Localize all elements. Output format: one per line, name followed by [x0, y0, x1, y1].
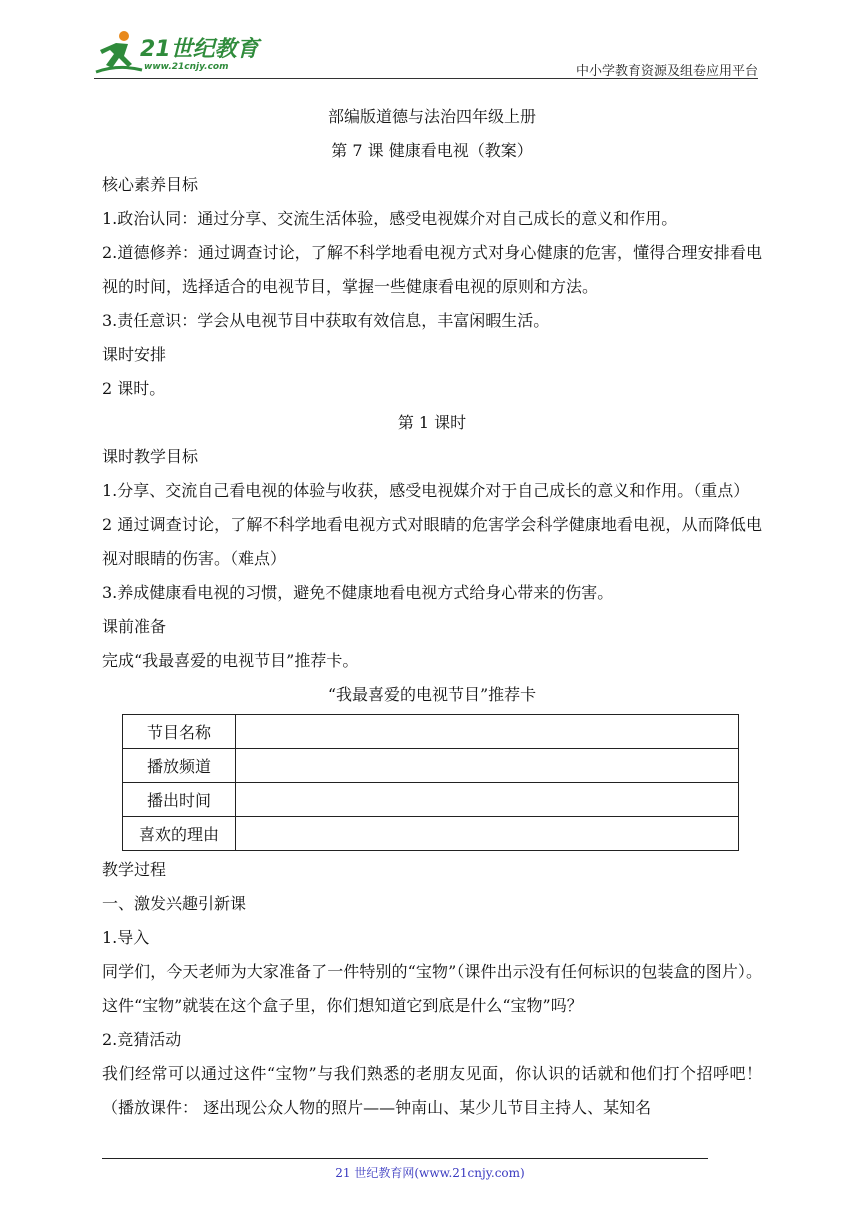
- doc-title: 部编版道德与法治四年级上册: [327, 107, 536, 126]
- recommendation-card-table: [122, 714, 739, 851]
- page-header: [0, 0, 860, 84]
- table-cell-label: 节目名称: [123, 715, 236, 749]
- platform-name: 中小学教育资源及组卷应用平台: [575, 64, 758, 79]
- section-heading: 课时安排: [102, 345, 167, 364]
- paragraph: 2 通过调查讨论，了解不科学地看电视方式对眼睛的危害学会科学健康地看电视，从而降低电视对眼睛的伤害。（难点）: [102, 515, 762, 568]
- paragraph: 2 课时。: [102, 379, 166, 398]
- section-heading: 教学过程: [102, 860, 167, 879]
- table-cell-label: 喜欢的理由: [123, 817, 236, 851]
- logo-text: 21世纪教育: [140, 37, 259, 62]
- logo-url: www.21cnjy.com: [144, 62, 229, 72]
- paragraph: 1.政治认同：通过分享、交流生活体验，感受电视媒介对自己成长的意义和作用。: [102, 209, 678, 228]
- table-row: [123, 749, 739, 783]
- table-cell-blank: [236, 715, 739, 749]
- footer-divider: [102, 1158, 708, 1159]
- step-heading: 1.导入: [102, 928, 150, 947]
- section-heading: 课前准备: [102, 617, 167, 636]
- table-cell-blank: [236, 749, 739, 783]
- subsection-heading: 一、激发兴趣引新课: [102, 894, 247, 913]
- page-footer: 21 世纪教育网(www.21cnjy.com): [335, 1166, 525, 1180]
- lesson-title: 第 7 课 健康看电视（教案）: [331, 141, 533, 160]
- document-body: [102, 100, 762, 1125]
- table-cell-label: 播放频道: [123, 749, 236, 783]
- paragraph: 1.分享、交流自己看电视的体验与收获，感受电视媒介对于自己成长的意义和作用。（重点）: [102, 481, 750, 500]
- table-cell-blank: [236, 817, 739, 851]
- step-heading: 2.竞猜活动: [102, 1030, 182, 1049]
- runner-logo-icon: [94, 30, 144, 76]
- paragraph: 2.道德修养：通过调查讨论，了解不科学地看电视方式对身心健康的危害，懂得合理安排看电视的时间，选择适合的电视节目，掌握一些健康看电视的原则和方法。: [102, 243, 762, 296]
- paragraph: 同学们，今天老师为大家准备了一件特别的“宝物”（课件出示没有任何标识的包装盒的图片）。这件“宝物”就装在这个盒子里，你们想知道它到底是什么“宝物”吗？: [102, 962, 762, 1015]
- table-cell-blank: [236, 783, 739, 817]
- section-heading: 课时教学目标: [102, 447, 199, 466]
- paragraph: 完成“我最喜爱的电视节目”推荐卡。: [102, 651, 359, 670]
- paragraph: 3.养成健康看电视的习惯，避免不健康地看电视方式给身心带来的伤害。: [102, 583, 614, 602]
- table-row: [123, 715, 739, 749]
- table-cell-label: 播出时间: [123, 783, 236, 817]
- site-logo: [94, 30, 264, 78]
- section-heading: 核心素养目标: [102, 175, 199, 194]
- header-divider: [94, 78, 758, 79]
- paragraph: 3.责任意识：学会从电视节目中获取有效信息，丰富闲暇生活。: [102, 311, 550, 330]
- table-caption: “我最喜爱的电视节目”推荐卡: [327, 685, 537, 704]
- lesson-heading: 第 1 课时: [397, 413, 467, 432]
- table-row: [123, 817, 739, 851]
- table-row: [123, 783, 739, 817]
- paragraph: 我们经常可以通过这件“宝物”与我们熟悉的老朋友见面，你认识的话就和他们打个招呼吧！ （播放课件： 逐出现公众人物的照片——钟南山、某少儿节目主持人、某知名: [102, 1064, 762, 1117]
